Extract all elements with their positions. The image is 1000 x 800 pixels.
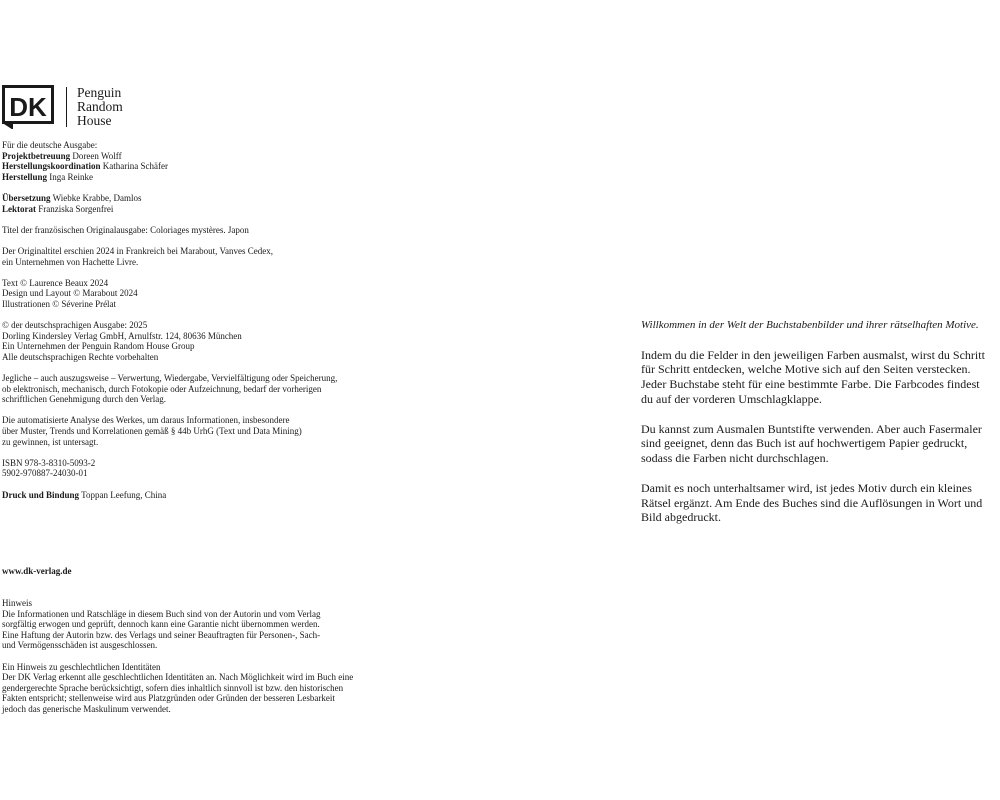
publisher-name xyxy=(77,86,123,128)
text-line: sodass die Farben nicht durchschlagen. xyxy=(641,451,829,466)
text-line: Hinweis xyxy=(2,598,32,608)
credit-line xyxy=(2,172,402,183)
tdm-notice xyxy=(2,415,402,447)
credit-name: Katharina Schäfer xyxy=(102,161,168,172)
text-line: © der deutschsprachigen Ausgabe: 2025 xyxy=(2,320,148,331)
publisher-logo xyxy=(2,85,123,129)
credit-line xyxy=(2,151,402,162)
german-rights xyxy=(2,320,402,362)
welcome-line: Willkommen in der Welt der Buchstabenbilder und ihrer rätselhaften Motive. xyxy=(641,319,979,331)
intro-paragraph xyxy=(641,422,999,466)
credit-line xyxy=(2,490,402,501)
text-line: Die Informationen und Ratschläge in diesem Buch sind von der Autorin und vom Verlag xyxy=(2,608,321,619)
credit-name: Inga Reinke xyxy=(49,171,93,182)
text-line: Indem du die Felder in den jeweiligen Farben ausmalst, wirst du Schritt xyxy=(641,347,985,362)
text-line: 5902-970887-24030-01 xyxy=(2,468,88,479)
isbn xyxy=(2,458,402,479)
text-line: Bild abgedruckt. xyxy=(641,510,721,525)
credit-line xyxy=(2,193,402,204)
legal-notes xyxy=(2,598,402,725)
text-line: über Muster, Trends und Korrelationen gemäß § 44b UrhG (Text und Data Mining) xyxy=(2,426,302,437)
logo-divider xyxy=(66,87,67,127)
credit-role: Herstellung xyxy=(2,171,47,182)
credit-role: Übersetzung xyxy=(2,192,51,203)
text-line: Du kannst zum Ausmalen Buntstifte verwenden. Aber auch Fasermaler xyxy=(641,421,982,436)
text-line: Illustrationen © Séverine Prélat xyxy=(2,298,117,309)
text-line: Jegliche – auch auszugsweise – Verwertung, Wiedergabe, Vervielfältigung oder Speicherung, xyxy=(2,373,338,384)
text-line: Text © Laurence Beaux 2024 xyxy=(2,277,109,288)
credit-line xyxy=(2,204,402,215)
text-line: für Schritt entdecken, welche Motive sich auf den Seiten verstecken. xyxy=(641,362,971,377)
text-line: Eine Haftung der Autorin bzw. des Verlags und seiner Beauftragten für Personen-, Sach- xyxy=(2,629,321,640)
original-title: Titel der französischen Originalausgabe: Coloriages mystères. Japon xyxy=(2,224,249,235)
text-line: Design und Layout © Marabout 2024 xyxy=(2,288,138,299)
original-publication xyxy=(2,246,402,267)
credit-name: Franziska Sorgenfrei xyxy=(38,203,114,214)
german-edition-credits xyxy=(2,140,402,182)
text-line: Der DK Verlag erkennt alle geschlechtlichen Identitäten an. Nach Möglichkeit wird im Buch eine xyxy=(2,672,354,683)
credit-name: Wiebke Krabbe, Damlos xyxy=(52,192,142,203)
text-line: und Vermögensschäden ist ausgeschlossen. xyxy=(2,640,158,651)
credit-role: Herstellungskoordination xyxy=(2,161,101,172)
text-line: gendergerechte Sprache berücksichtigt, sofern dies inhaltlich sinnvoll ist bzw. den historischen xyxy=(2,682,344,693)
credit-name: Toppan Leefung, China xyxy=(81,489,167,500)
text-line: Dorling Kindersley Verlag GmbH, Arnulfstr. 124, 80636 München xyxy=(2,330,242,341)
text-line: ob elektronisch, mechanisch, durch Fotokopie oder Aufzeichnung, bedarf der vorherigen xyxy=(2,383,322,394)
german-edition-label: Für die deutsche Ausgabe: xyxy=(2,140,98,150)
publisher-line: Random xyxy=(77,99,123,114)
text-line: schriftlichen Genehmigung durch den Verlag. xyxy=(2,394,167,405)
credit-role: Lektorat xyxy=(2,203,36,214)
credit-line xyxy=(2,161,402,172)
text-line: Jeder Buchstabe steht für eine bestimmte Farbe. Die Farbcodes findest xyxy=(641,377,980,392)
intro-paragraph xyxy=(641,348,999,407)
original-rights xyxy=(2,278,402,310)
translation-credits xyxy=(2,193,402,214)
dk-logo-letters: DK xyxy=(9,92,47,122)
gender-hint xyxy=(2,662,402,715)
publisher-line: House xyxy=(77,113,112,128)
dk-logo-icon xyxy=(2,85,54,129)
imprint-credits xyxy=(2,140,402,511)
intro-paragraph xyxy=(641,481,999,525)
liability-hint xyxy=(2,598,402,651)
text-line: Rätsel ergänzt. Am Ende des Buches sind die Auflösungen in Wort und xyxy=(641,495,983,510)
text-line: Fakten entspricht; stellenweise wird aus Platzgründen oder Gründen der besseren Lesbarkeit xyxy=(2,693,335,704)
text-line: Damit es noch unterhaltsamer wird, ist jedes Motiv durch ein kleines xyxy=(641,480,972,495)
text-line: sorgfältig erwogen und geprüft, dennoch kann eine Garantie nicht übernommen werden. xyxy=(2,619,320,630)
text-line: zu gewinnen, ist untersagt. xyxy=(2,436,99,447)
text-line: Ein Unternehmen der Penguin Random House Group xyxy=(2,341,195,352)
credit-name: Doreen Wolff xyxy=(72,150,122,161)
text-line: du auf der vorderen Umschlagklappe. xyxy=(641,391,822,406)
text-line: Die automatisierte Analyse des Werkes, um daraus Informationen, insbesondere xyxy=(2,415,290,426)
website-url: www.dk-verlag.de xyxy=(2,566,72,576)
book-introduction xyxy=(641,318,999,540)
publisher-line: Penguin xyxy=(77,85,122,100)
reproduction-notice xyxy=(2,373,402,405)
text-line: sind geeignet, denn das Buch ist auf hochwertigem Papier gedruckt, xyxy=(641,436,968,451)
text-line: ISBN 978-3-8310-5093-2 xyxy=(2,457,96,468)
credit-role: Projektbetreuung xyxy=(2,150,71,161)
text-line: Alle deutschsprachigen Rechte vorbehalten xyxy=(2,351,159,362)
text-line: jedoch das generische Maskulinum verwendet. xyxy=(2,703,171,714)
text-line: Ein Hinweis zu geschlechtlichen Identitäten xyxy=(2,661,161,672)
credit-role: Druck und Bindung xyxy=(2,489,80,500)
text-line: ein Unternehmen von Hachette Livre. xyxy=(2,256,139,267)
printing-credits xyxy=(2,490,402,501)
text-line: Der Originaltitel erschien 2024 in Frankreich bei Marabout, Vanves Cedex, xyxy=(2,245,274,256)
